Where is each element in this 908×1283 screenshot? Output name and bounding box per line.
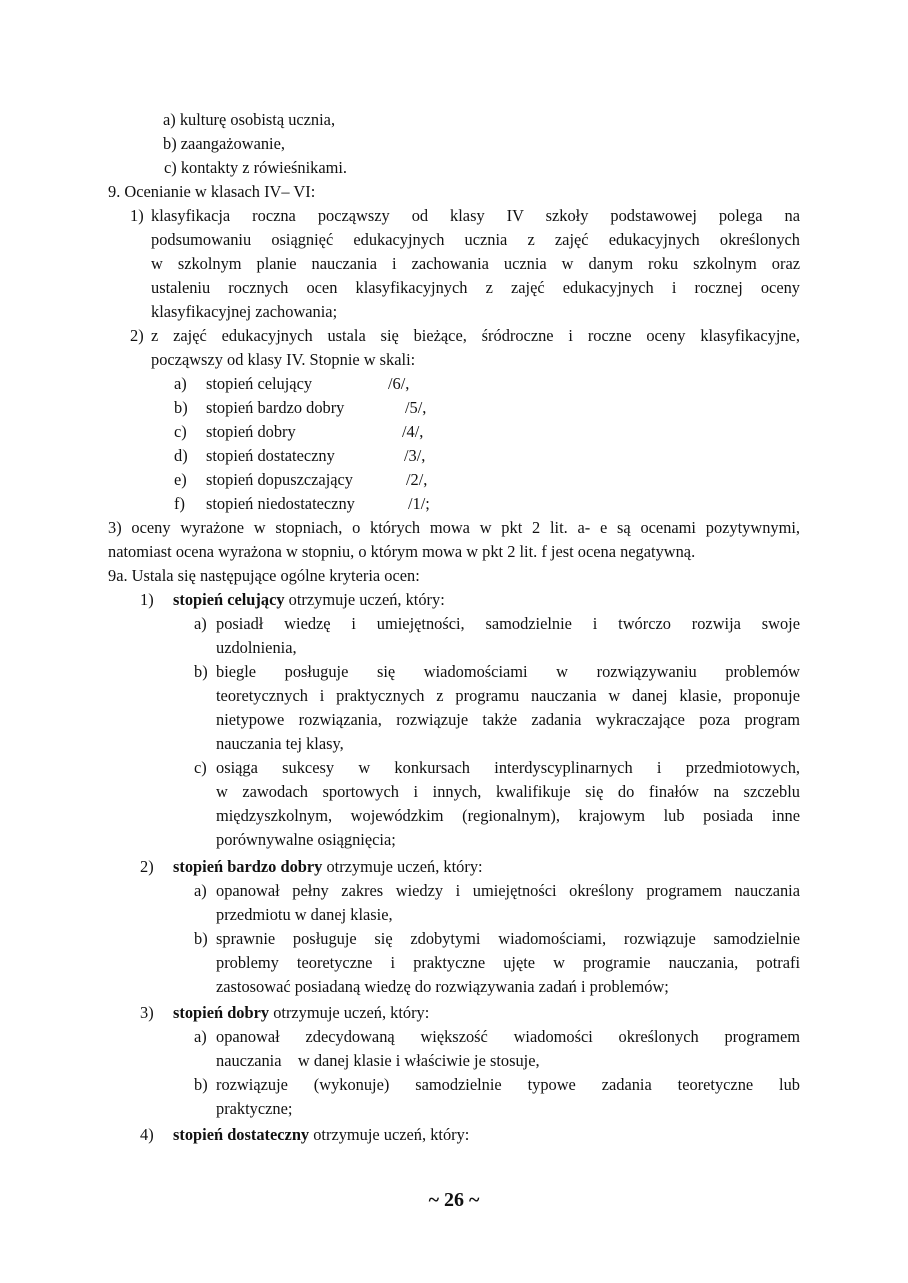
grade-name: stopień dobry	[206, 422, 296, 441]
paragraph-line: nauczania w danej klasie i właściwie je stosuje,	[216, 1051, 540, 1070]
paragraph-line: opanował pełny zakres wiedzy i umiejętności określony programem nauczania	[216, 881, 800, 900]
grade-marker: d)	[174, 446, 188, 465]
grade-name: stopień celujący	[206, 374, 313, 393]
list-marker: a)	[194, 614, 207, 633]
list-marker: b)	[194, 929, 208, 948]
paragraph-line: w zawodach sportowych i innych, kwalifikuje się do finałów na szczeblu	[216, 782, 800, 801]
paragraph-line: biegle posługuje się wiadomościami w rozwiązywaniu problemów	[216, 662, 800, 681]
paragraph-line: z zajęć edukacyjnych ustala się bieżące, śródroczne i roczne oceny klasyfikacyjne,	[151, 326, 800, 345]
section-heading: 9. Ocenianie w klasach IV– VI:	[108, 182, 316, 201]
list-marker: c)	[194, 758, 207, 777]
list-marker: 3)	[140, 1003, 154, 1022]
paragraph-line: opanował zdecydowaną większość wiadomości określonych programem	[216, 1027, 800, 1046]
paragraph-line: począwszy od klasy IV. Stopnie w skali:	[151, 350, 416, 369]
paragraph-line: zastosować posiadaną wiedzę do rozwiązywania zadań i problemów;	[216, 977, 669, 996]
list-marker: 1)	[140, 590, 154, 609]
grade-value: /2/,	[406, 470, 428, 489]
grade-name: stopień dostateczny	[206, 446, 335, 465]
criteria-heading: stopień celujący otrzymuje uczeń, który:	[173, 590, 445, 609]
grade-value: /6/,	[388, 374, 410, 393]
paragraph-line: klasyfikacja roczna począwszy od klasy IV szkoły podstawowej polega na	[151, 206, 800, 225]
paragraph-line: nauczania tej klasy,	[216, 734, 344, 753]
list-marker: 4)	[140, 1125, 154, 1144]
list-marker: 2)	[130, 326, 144, 345]
paragraph-line: natomiast ocena wyrażona w stopniu, o którym mowa w pkt 2 lit. f jest ocena negatywną.	[108, 542, 696, 561]
list-marker: a)	[194, 881, 207, 900]
paragraph-line: osiąga sukcesy w konkursach interdyscyplinarnych i przedmiotowych,	[216, 758, 800, 777]
list-marker: a)	[194, 1027, 207, 1046]
list-marker: b)	[194, 662, 208, 681]
paragraph-line: praktyczne;	[216, 1099, 293, 1118]
paragraph-line: problemy teoretyczne i praktyczne ujęte w programie nauczania, potrafi	[216, 953, 800, 972]
paragraph-line: posiadł wiedzę i umiejętności, samodzielnie i twórczo rozwija swoje	[216, 614, 800, 633]
list-item: a) kulturę osobistą ucznia,	[163, 110, 336, 129]
grade-name: stopień niedostateczny	[206, 494, 355, 513]
paragraph-line: ustaleniu rocznych ocen klasyfikacyjnych z zajęć edukacyjnych i rocznej oceny	[151, 278, 800, 297]
grade-value: /5/,	[405, 398, 427, 417]
section-heading: 9a. Ustala się następujące ogólne kryteria ocen:	[108, 566, 420, 585]
grade-marker: a)	[174, 374, 187, 393]
grade-name: stopień bardzo dobry	[206, 398, 345, 417]
paragraph-line: 3) oceny wyrażone w stopniach, o których mowa w pkt 2 lit. a- e są ocenami pozytywnymi,	[108, 518, 800, 537]
criteria-heading: stopień bardzo dobry otrzymuje uczeń, który:	[173, 857, 483, 876]
grade-name: stopień dopuszczający	[206, 470, 354, 489]
criteria-heading: stopień dobry otrzymuje uczeń, który:	[173, 1003, 430, 1022]
paragraph-line: klasyfikacyjnej zachowania;	[151, 302, 338, 321]
list-item: c) kontakty z rówieśnikami.	[164, 158, 347, 177]
grade-value: /1/;	[408, 494, 430, 513]
paragraph-line: uzdolnienia,	[216, 638, 297, 657]
grade-marker: f)	[174, 494, 185, 513]
list-marker: 2)	[140, 857, 154, 876]
paragraph-line: rozwiązuje (wykonuje) samodzielnie typowe zadania teoretyczne lub	[216, 1075, 800, 1094]
grade-marker: b)	[174, 398, 188, 417]
paragraph-line: porównywalne osiągnięcia;	[216, 830, 396, 849]
criteria-heading: stopień dostateczny otrzymuje uczeń, który:	[173, 1125, 470, 1144]
list-marker: 1)	[130, 206, 144, 225]
paragraph-line: sprawnie posługuje się zdobytymi wiadomościami, rozwiązuje samodzielnie	[216, 929, 800, 948]
paragraph-line: nietypowe rozwiązania, rozwiązuje także zadania wykraczające poza program	[216, 710, 800, 729]
grade-marker: e)	[174, 470, 187, 489]
grade-value: /3/,	[404, 446, 426, 465]
grade-marker: c)	[174, 422, 187, 441]
paragraph-line: przedmiotu w danej klasie,	[216, 905, 393, 924]
paragraph-line: podsumowaniu osiągnięć edukacyjnych ucznia z zajęć edukacyjnych określonych	[151, 230, 800, 249]
paragraph-line: w szkolnym planie nauczania i zachowania ucznia w danym roku szkolnym oraz	[151, 254, 800, 273]
list-marker: b)	[194, 1075, 208, 1094]
paragraph-line: międzyszkolnym, wojewódzkim (regionalnym), krajowym lub posiada inne	[216, 806, 800, 825]
paragraph-line: teoretycznych i praktycznych z programu nauczania w danej klasie, proponuje	[216, 686, 800, 705]
list-item: b) zaangażowanie,	[163, 134, 285, 153]
page-number: ~ 26 ~	[428, 1189, 480, 1211]
grade-value: /4/,	[402, 422, 424, 441]
